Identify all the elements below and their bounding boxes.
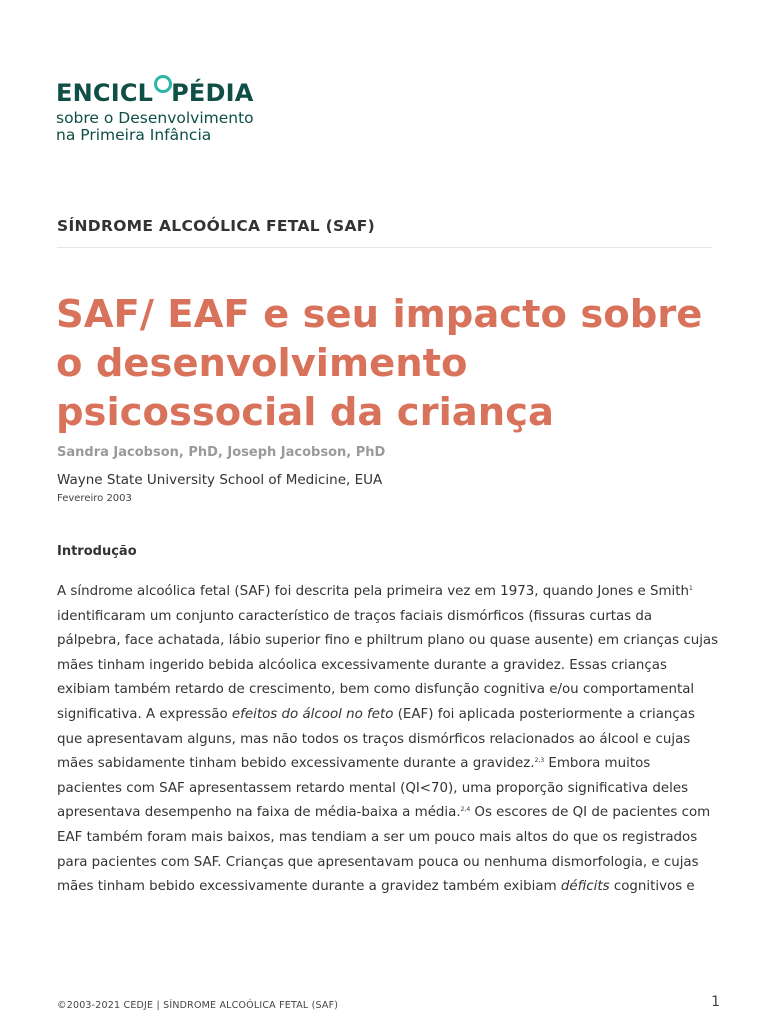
section-divider — [57, 247, 712, 248]
text-run: Os escores de QI de pacientes com — [470, 805, 711, 821]
logo-o-ring-icon — [153, 81, 171, 101]
text-run: identificaram um conjunto característico de traços faciais dismórficos (fissuras curtas da — [57, 608, 653, 624]
text-run: mães sabidamente tinham bebido excessivamente durante a gravidez. — [57, 756, 535, 772]
site-logo[interactable] — [56, 78, 254, 144]
text-run: Embora muitos — [544, 756, 651, 772]
text-run: pacientes com SAF apresentassem retardo mental (QI<70), uma proporção significativa deles — [57, 780, 689, 796]
text-run: pálpebra, face achatada, lábio superior fino e philtrum plano ou quase ausente) em crianças cujas — [57, 633, 719, 649]
text-run: exibiam também retardo de crescimento, bem como disfunção cognitiva e/ou comportamental — [57, 682, 695, 698]
citation-ref: 2,3 — [534, 757, 545, 765]
paragraph-line — [57, 752, 717, 777]
article-affiliation: Wayne State University School of Medicine, EUA — [57, 472, 383, 488]
citation-ref: 1 — [689, 585, 693, 592]
text-run: mães tinham ingerido bebida alcóolica excessivamente durante a gravidez. Essas crianças — [57, 657, 667, 673]
text-run: significativa. A expressão — [57, 706, 232, 722]
article-authors: Sandra Jacobson, PhD, Joseph Jacobson, PhD — [57, 445, 386, 460]
text-run: mães tinham bebido excessivamente durante a gravidez também exibiam — [57, 879, 561, 895]
paragraph-line — [57, 728, 717, 753]
paragraph-line — [57, 629, 717, 654]
text-run: EAF também foram mais baixos, mas tendiam a ser um pouco mais altos do que os registrados — [57, 829, 698, 845]
paragraph-line — [57, 678, 717, 703]
paragraph-line — [57, 777, 717, 802]
intro-heading: Introdução — [57, 544, 137, 559]
text-run: A síndrome alcoólica fetal (SAF) foi descrita pela primeira vez em 1973, quando Jones e Smith — [57, 584, 690, 599]
logo-wordmark-part-1: ENCICL — [56, 79, 154, 107]
article-date: Fevereiro 2003 — [57, 493, 132, 504]
citation-ref: 2,4 — [460, 806, 471, 814]
paragraph-line — [57, 875, 717, 900]
emphasized-text: efeitos do álcool no feto — [231, 706, 394, 722]
paragraph-line — [57, 654, 717, 679]
section-title: SÍNDROME ALCOÓLICA FETAL (SAF) — [57, 217, 376, 235]
text-run: que apresentavam alguns, mas não todos os traços dismórficos relacionados ao álcool e cujas — [57, 731, 691, 747]
text-run: cognitivos e — [609, 879, 695, 895]
paragraph-line — [57, 801, 717, 826]
article-title-line: o desenvolvimento — [56, 341, 468, 386]
paragraph-line — [57, 605, 717, 630]
paragraph-line — [57, 826, 717, 851]
emphasized-text: déficits — [560, 879, 610, 895]
article-title — [56, 290, 716, 437]
text-run: (EAF) foi aplicada posteriormente a crianças — [393, 706, 695, 722]
article-title-line: psicossocial da criança — [56, 390, 554, 435]
logo-subtitle-line-2: na Primeira Infância — [56, 126, 212, 144]
logo-wordmark — [56, 78, 254, 108]
text-run: apresentava desempenho na faixa de média-baixa a média. — [57, 805, 461, 821]
page-number: 1 — [711, 994, 720, 1010]
logo-subtitle-line-1: sobre o Desenvolvimento — [56, 109, 254, 127]
logo-wordmark-part-2: PÉDIA — [171, 79, 254, 107]
paragraph-line — [57, 580, 717, 605]
paragraph-line — [57, 703, 717, 728]
paragraph-line — [57, 851, 717, 876]
logo-subtitle — [56, 110, 254, 144]
page-footer: ©2003-2021 CEDJE | SÍNDROME ALCOÓLICA FETAL (SAF) — [57, 1000, 339, 1011]
text-run: para pacientes com SAF. Crianças que apresentavam pouca ou nenhuma dismorfologia, e cujas — [57, 854, 699, 870]
intro-paragraph — [57, 580, 717, 900]
article-title-line: SAF/ EAF e seu impacto sobre — [56, 292, 703, 337]
